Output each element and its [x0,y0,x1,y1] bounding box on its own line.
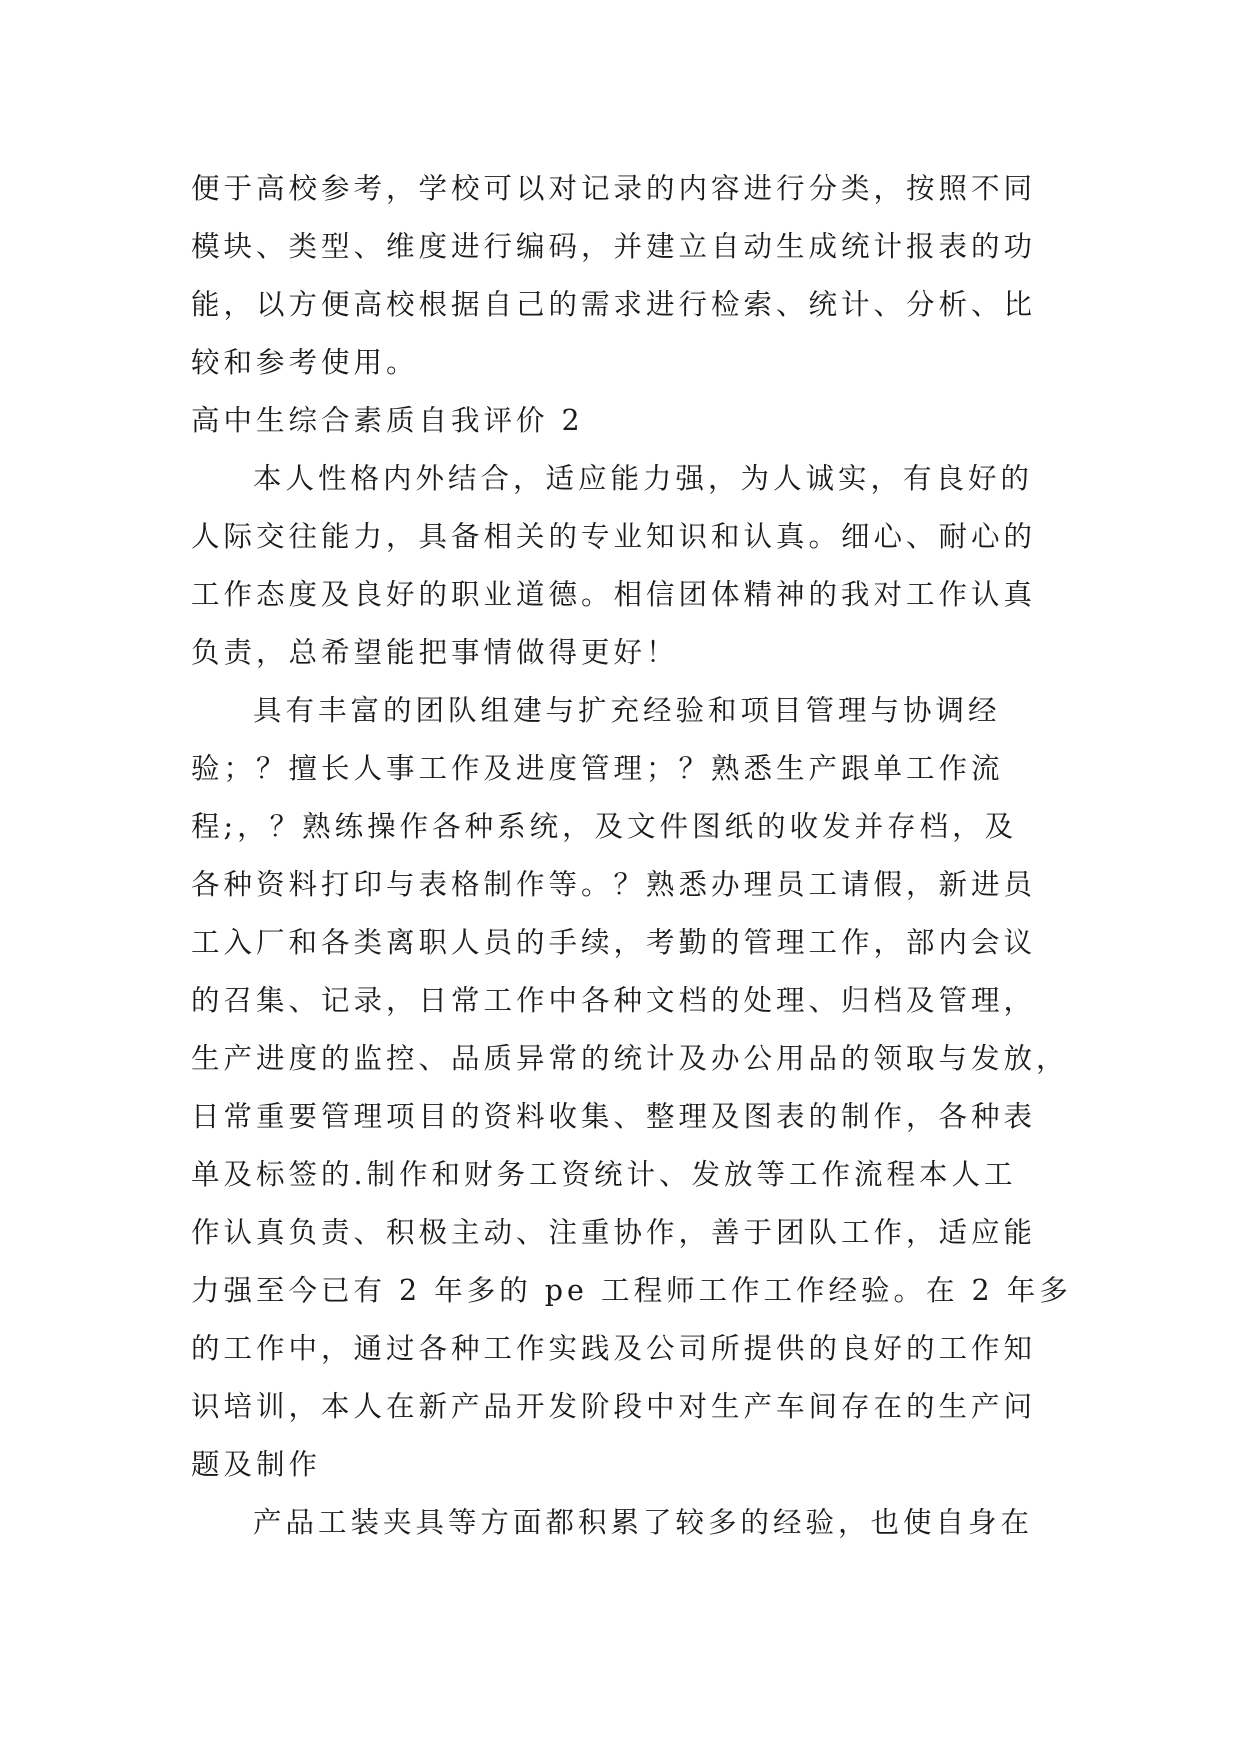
section-heading: 高中生综合素质自我评价 2 [191,404,584,437]
text-line: 程;，？熟练操作各种系统，及文件图纸的收发并存档，及 [191,810,1018,843]
text-line: 能，以方便高校根据自己的需求进行检索、统计、分析、比 [191,288,1037,321]
text-line: 单及标签的.制作和财务工资统计、发放等工作流程本人工 [191,1158,1017,1191]
text-line: 题及制作 [191,1448,322,1481]
text-line: 的召集、记录，日常工作中各种文档的处理、归档及管理， [191,984,1037,1017]
text-line: 日常重要管理项目的资料收集、整理及图表的制作，各种表 [191,1100,1037,1133]
text-line: 力强至今已有 2 年多的 pe 工程师工作工作经验。在 2 年多 [191,1274,1072,1307]
text-line: 便于高校参考，学校可以对记录的内容进行分类，按照不同 [191,172,1037,205]
text-line: 工入厂和各类离职人员的手续，考勤的管理工作，部内会议 [191,926,1037,959]
paragraph-first-line: 具有丰富的团队组建与扩充经验和项目管理与协调经 [253,694,1001,727]
text-line: 工作态度及良好的职业道德。相信团体精神的我对工作认真 [191,578,1037,611]
text-line: 生产进度的监控、品质异常的统计及办公用品的领取与发放， [191,1042,1069,1075]
text-line: 的工作中，通过各种工作实践及公司所提供的良好的工作知 [191,1332,1037,1365]
text-line: 识培训，本人在新产品开发阶段中对生产车间存在的生产问 [191,1390,1037,1423]
text-line: 验；？擅长人事工作及进度管理；？熟悉生产跟单工作流 [191,752,1004,785]
text-line: 负责，总希望能把事情做得更好！ [191,636,679,669]
text-line: 较和参考使用。 [191,346,419,379]
paragraph-first-line: 产品工装夹具等方面都积累了较多的经验，也使自身在 [253,1506,1034,1539]
text-line: 人际交往能力，具备相关的专业知识和认真。细心、耐心的 [191,520,1037,553]
paragraph-first-line: 本人性格内外结合，适应能力强，为人诚实，有良好的 [253,462,1034,495]
text-line: 作认真负责、积极主动、注重协作，善于团队工作，适应能 [191,1216,1037,1249]
text-line: 模块、类型、维度进行编码，并建立自动生成统计报表的功 [191,230,1037,263]
text-line: 各种资料打印与表格制作等。？熟悉办理员工请假，新进员 [191,868,1037,901]
document-body [191,160,1072,1552]
